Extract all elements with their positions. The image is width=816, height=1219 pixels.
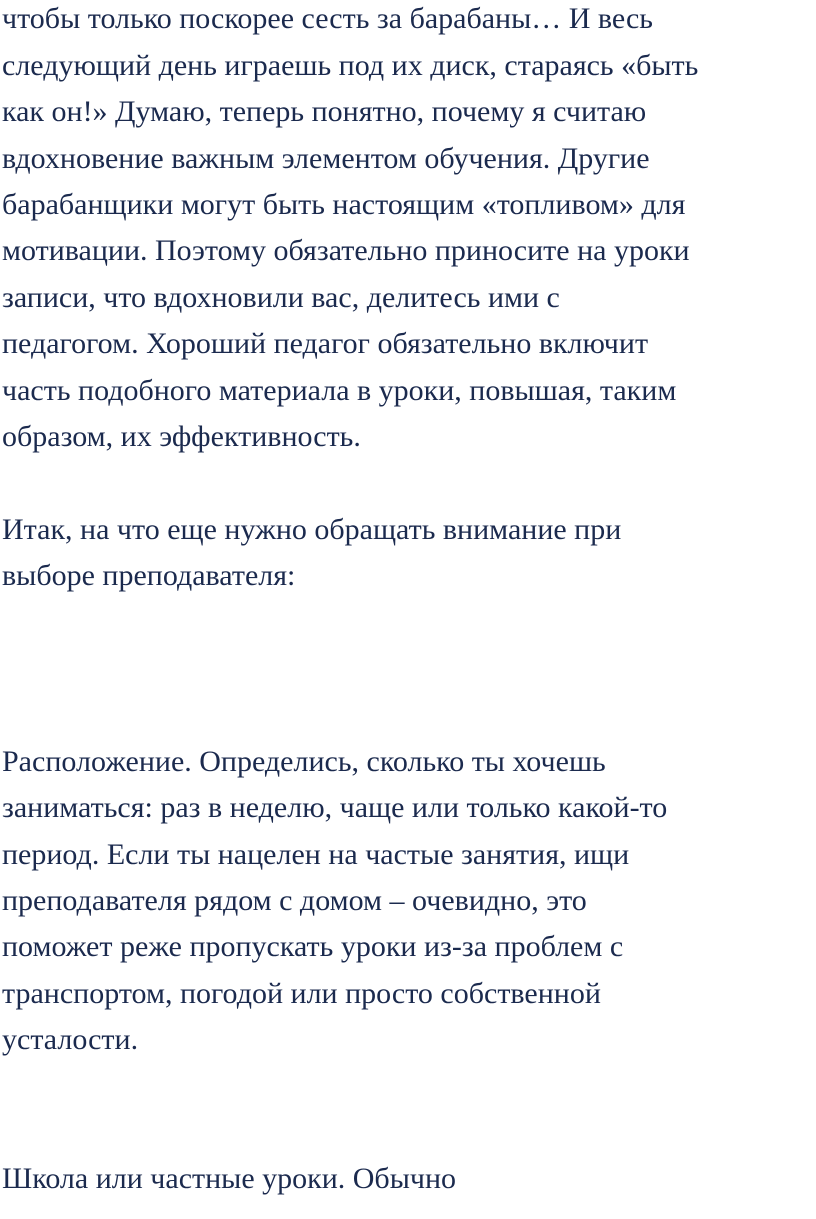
text-line: заниматься: раз в неделю, чаще или только какой-то <box>2 791 668 824</box>
text-line: барабанщики могут быть настоящим «топливом» для <box>2 188 686 221</box>
text-line: транспортом, погодой или просто собственной <box>2 977 601 1010</box>
text-line: Итак, на что еще нужно обращать внимание при <box>2 513 622 546</box>
text-line: период. Если ты нацелен на частые занятия, ищи <box>2 838 630 871</box>
text-line: поможет реже пропускать уроки из-за проблем с <box>2 930 624 963</box>
text-line: следующий день играешь под их диск, стараясь «быть <box>2 49 699 82</box>
text-line: мотивации. Поэтому обязательно приносите на уроки <box>2 234 690 267</box>
text-line: часть подобного материала в уроки, повышая, таким <box>2 374 677 407</box>
text-line: вдохновение важным элементом обучения. Другие <box>2 142 650 175</box>
text-line: как он!» Думаю, теперь понятно, почему я считаю <box>2 95 647 128</box>
text-line: чтобы только поскорее сесть за барабаны… И весь <box>2 2 653 35</box>
text-line: Школа или частные уроки. Обычно <box>2 1162 456 1195</box>
text-line: педагогом. Хороший педагог обязательно включит <box>2 327 649 360</box>
text-line: Расположение. Определись, сколько ты хочешь <box>2 745 606 778</box>
text-line: преподавателя рядом с домом – очевидно, это <box>2 884 587 917</box>
text-line: образом, их эффективность. <box>2 420 361 453</box>
text-line: усталости. <box>2 1023 139 1056</box>
text-line: записи, что вдохновили вас, делитесь ими с <box>2 281 560 314</box>
text-line: выборе преподавателя: <box>2 559 296 592</box>
